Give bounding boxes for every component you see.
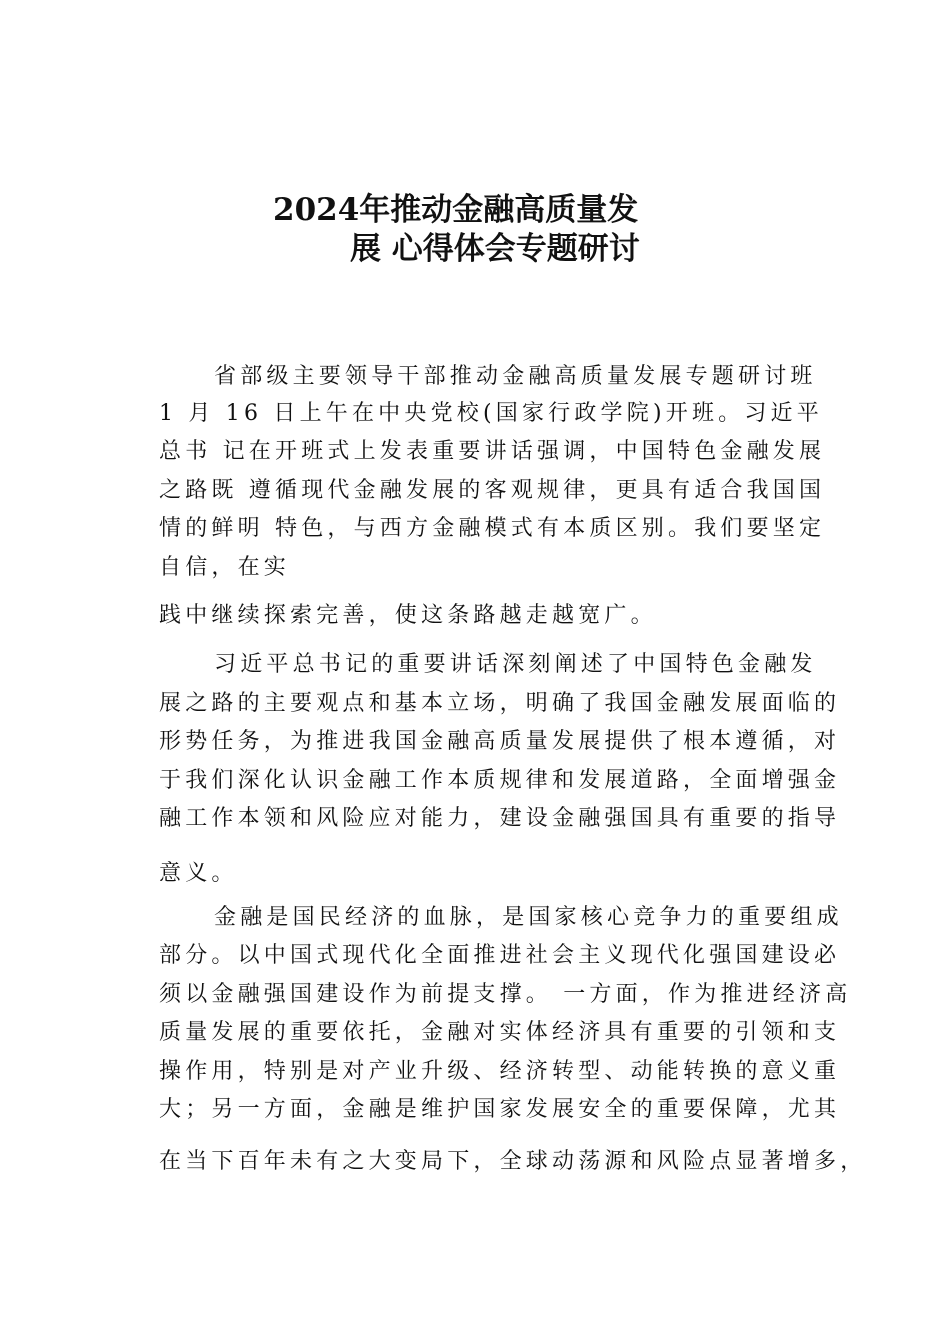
paragraph-3-line-2: 部分。以中国式现代化全面推进社会主义现代化强国建设必: [159, 943, 841, 968]
paragraph-1-line-7: 践中继续探索完善，使这条路越走越宽广。: [159, 603, 657, 628]
paragraph-2-line-6: 意义。: [159, 861, 238, 886]
paragraph-2-line-3: 形势任务，为推进我国金融高质量发展提供了根本遵循，对: [159, 729, 841, 754]
paragraph-3-line-4: 质量发展的重要依托，金融对实体经济具有重要的引领和支: [159, 1020, 841, 1045]
paragraph-3-line-5: 操作用，特别是对产业升级、经济转型、动能转换的意义重: [159, 1059, 841, 1084]
document-title-line-2: 展 心得体会专题研讨: [350, 231, 640, 267]
paragraph-1-line-6: 自信，在实: [159, 555, 291, 580]
paragraph-2-line-5: 融工作本领和风险应对能力，建设金融强国具有重要的指导: [159, 806, 841, 831]
paragraph-2-line-4: 于我们深化认识金融工作本质规律和发展道路，全面增强金: [159, 768, 841, 793]
paragraph-2-line-1: 习近平总书记的重要讲话深刻阐述了中国特色金融发: [214, 652, 817, 677]
paragraph-3-line-1: 金融是国民经济的血脉，是国家核心竞争力的重要组成: [214, 905, 843, 930]
paragraph-1-line-3: 总书 记在开班式上发表重要讲话强调，中国特色金融发展: [159, 439, 826, 464]
paragraph-3-line-3: 须以金融强国建设作为前提支撑。 一方面，作为推进经济高: [159, 982, 852, 1007]
paragraph-3-line-7: 在当下百年未有之大变局下，全球动荡源和风险点显著增多，: [159, 1149, 867, 1174]
paragraph-3-line-6: 大；另一方面，金融是维护国家发展安全的重要保障，尤其: [159, 1097, 841, 1122]
paragraph-1-line-5: 情的鲜明 特色，与西方金融模式有本质区别。我们要坚定: [159, 516, 826, 541]
document-title-line-1: 2024年推动金融高质量发: [273, 192, 639, 228]
paragraph-1-line-4: 之路既 遵循现代金融发展的客观规律，更具有适合我国国: [159, 478, 826, 503]
paragraph-1-line-1: 省部级主要领导干部推动金融高质量发展专题研讨班: [214, 364, 817, 389]
paragraph-1-line-2: 1 月 16 日上午在中央党校(国家行政学院)开班。习近平: [159, 401, 823, 426]
paragraph-2-line-2: 展之路的主要观点和基本立场，明确了我国金融发展面临的: [159, 691, 841, 716]
